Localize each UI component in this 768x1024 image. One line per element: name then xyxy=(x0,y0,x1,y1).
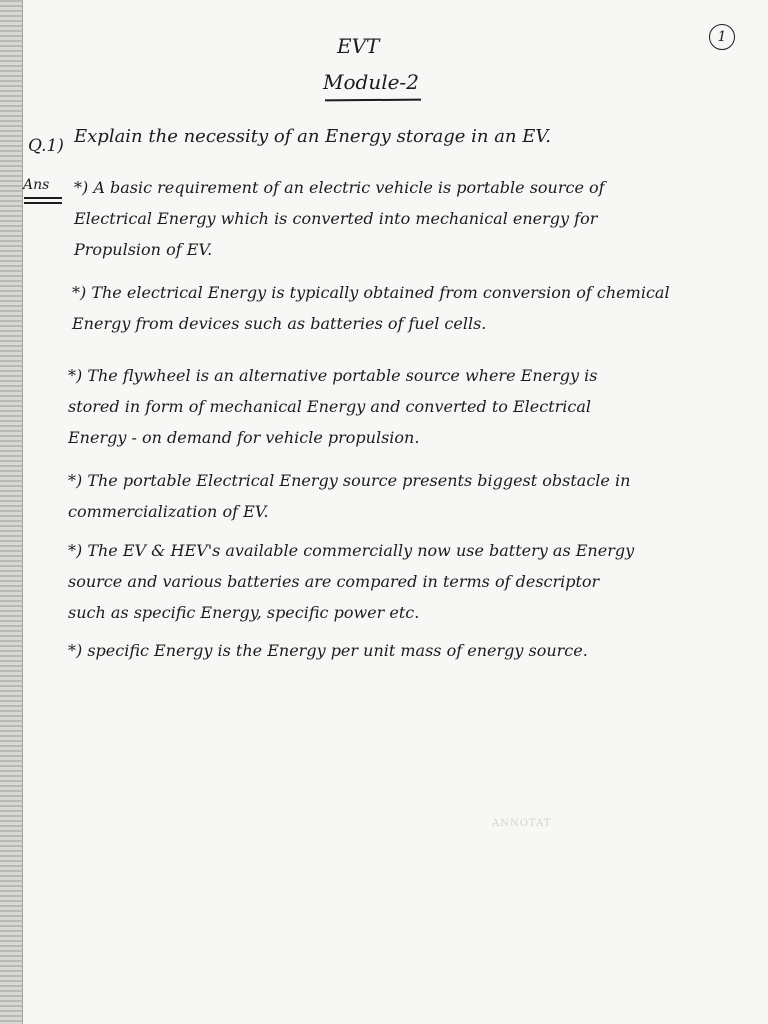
answer-point-6-line-1: *) specific Energy is the Energy per unit mass of energy source. xyxy=(68,641,588,660)
answer-point-5-line-2: source and various batteries are compared in terms of descriptor xyxy=(68,572,600,591)
binding-edge xyxy=(0,0,23,1024)
answer-point-2 xyxy=(72,277,670,339)
page-title: EVT xyxy=(337,34,380,58)
answer-point-3-line-2: stored in form of mechanical Energy and converted to Electrical xyxy=(68,397,592,416)
answer-point-4 xyxy=(68,465,630,527)
answer-point-2-line-2: Energy from devices such as batteries of fuel cells. xyxy=(72,314,487,333)
answer-point-5 xyxy=(68,535,634,628)
answer-point-1-line-3: Propulsion of EV. xyxy=(74,240,213,259)
answer-point-1-line-1: *) A basic requirement of an electric vehicle is portable source of xyxy=(74,178,605,197)
answer-point-3 xyxy=(68,360,597,453)
answer-point-4-line-2: commercialization of EV. xyxy=(68,502,269,521)
question-label: Q.1) xyxy=(28,136,64,156)
page-number-text: 1 xyxy=(717,29,727,45)
answer-point-4-line-1: *) The portable Electrical Energy source presents biggest obstacle in xyxy=(68,471,631,490)
answer-label-underline xyxy=(24,197,62,205)
answer-point-5-line-3: such as specific Energy, specific power etc. xyxy=(68,603,420,622)
answer-point-1 xyxy=(74,172,605,265)
answer-point-1-line-2: Electrical Energy which is converted into mechanical energy for xyxy=(74,209,598,228)
question-text: Explain the necessity of an Energy storage in an EV. xyxy=(74,126,551,147)
answer-point-5-line-1: *) The EV & HEV's available commercially now use battery as Energy xyxy=(68,541,635,560)
answer-point-3-line-3: Energy - on demand for vehicle propulsion. xyxy=(68,428,420,447)
answer-point-3-line-1: *) The flywheel is an alternative portable source where Energy is xyxy=(68,366,598,385)
answer-point-6 xyxy=(68,635,588,666)
module-title: Module-2 xyxy=(323,70,419,94)
answer-label: Ans xyxy=(23,177,50,193)
faint-watermark-text: ANNOTAT xyxy=(492,818,552,829)
answer-point-2-line-1: *) The electrical Energy is typically obtained from conversion of chemical xyxy=(72,283,670,302)
page-number xyxy=(709,24,735,50)
